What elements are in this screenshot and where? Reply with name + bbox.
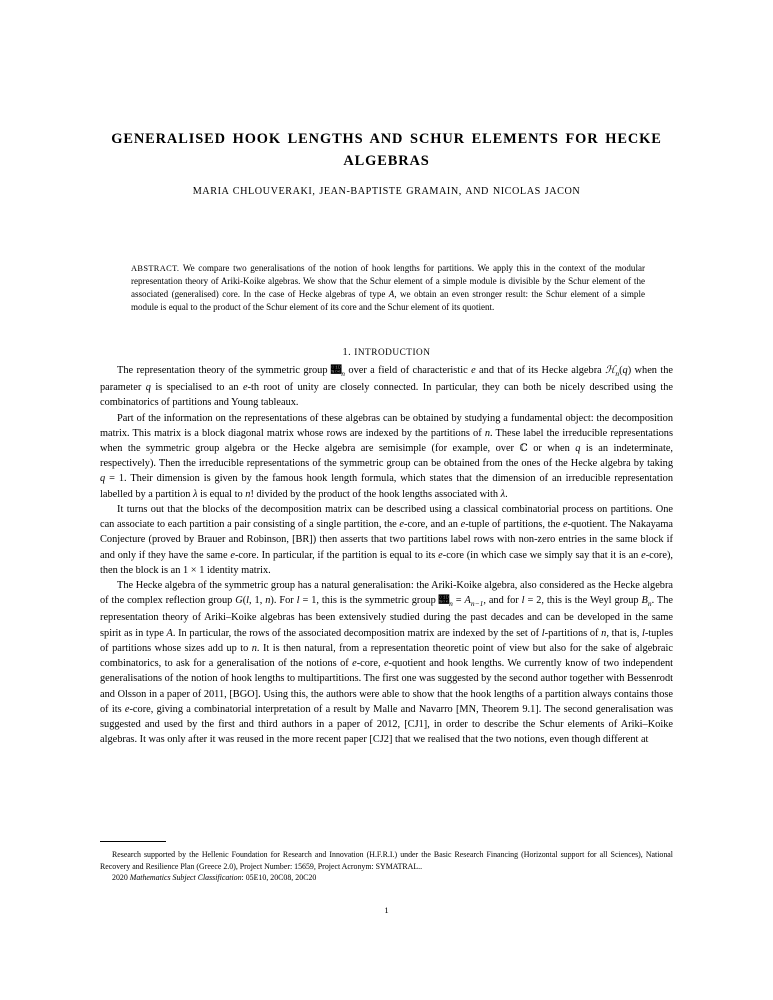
msc-label: Mathematics Subject Classification — [129, 873, 242, 882]
abstract-block — [131, 262, 645, 315]
abstract-text: We compare two generalisations of the notion of hook lengths for partitions. We apply this in the context of the modular representation theory of Ariki-Koike algebras. We show that the Schur element of a simple module is divisible by the Schur element of the associated (generalised) core. In the case of Hecke algebras of type A, we obtain an even stronger result: the Schur element of a simple module is equal to the product of the Schur element of its core and the Schur element of its quotient. — [131, 263, 645, 313]
msc-codes: : 05E10, 20C08, 20C20 — [241, 873, 317, 882]
footnote-block — [100, 849, 673, 884]
section-number: 1. — [342, 347, 352, 358]
title-block — [100, 128, 673, 173]
msc-year: 2020 — [112, 873, 128, 882]
abstract-heading: ABSTRACT. — [131, 264, 180, 273]
paragraph-3: It turns out that the blocks of the decomposition matrix can be described using a classical combinatorial process on partitions. One can associate to each partition a pair consisting of a single partition, the e-core, and an e-tuple of partitions, the e-quotient. The Nakayama Conjecture (proved by Brauer and Robinson, [BR]) then asserts that two partitions label rows with non-zero entries in the same block if and only if they have the same e-core. In particular, if the partition is equal to its e-core (in which case we simply say that it is an e-core), then the block is an 1 × 1 identity matrix. — [100, 503, 673, 576]
page-title: GENERALISED HOOK LENGTHS AND SCHUR ELEMENTS FOR HECKE ALGEBRAS — [111, 131, 662, 170]
paragraph-4: The Hecke algebra of the symmetric group has a natural generalisation: the Ariki-Koike algebra, also considered as the Hecke algebra of the complex reflection group G(l, 1, n). For l = 1, this is the symmetric group $𝔆_n = A_{n-1}$, and for l = 2, this is the Weyl group $B_n$. The representation theory of Ariki–Koike algebras has been extensively studied during the past decades and can be developed in the same spirit as in type A. In particular, the rows of the associated decomposition matrix are indexed by the set of l-partitions of n, that is, l-tuples of partitions whose sizes add up to n. It is then natural, from a representation theoretic point of view but also for the sake of algebraic combinatorics, to ask for a generalisation of the notions of e-core, e-quotient and hook lengths. We currently know of two independent generalisations of the notion of hook lengths to multipartitions. The first one was suggested by the second author together with Bessenrodt and Olsson in a paper of 2011, [BGO]. Using this, the authors were able to show that the hook lengths of a partition always contains those of its e-core, giving a combinatorial interpretation of a result by Malle and Navarro [MN, Theorem 9.1]. The second generalisation was suggested and used by the first and third authors in a paper of 2012, [CJ1], in order to describe the Schur elements of Ariki–Koike algebras. It was only after it was reused in the more recent paper [CJ2] that we realised that the two notions, even though different at — [100, 580, 673, 746]
section-heading — [100, 347, 673, 358]
paragraph-1: The representation theory of the symmetric group $𝔆_n$ over a field of characteristic e and that of its Hecke algebra ℋ$_n$(q) when the parameter q is specialised to an e-th root of unity are closely connected. In particular, they can both be nicely described using the combinatorics of partitions and Young tableaux. — [100, 364, 674, 409]
page-number: 1 — [384, 905, 389, 915]
author-list: MARIA CHLOUVERAKI, JEAN-BAPTISTE GRAMAIN, AND NICOLAS JACON — [192, 186, 581, 197]
section-title: INTRODUCTION — [354, 348, 431, 358]
funding-note: Research supported by the Hellenic Foundation for Research and Innovation (H.F.R.I.) under the Basic Research Financing (Horizontal support for all Sciences), National Recovery and Resilience Plan (Greece 2.0), Project Number: 15659, Project Acronym: SYMATRAL.. — [100, 850, 673, 871]
body-content — [100, 363, 673, 747]
paragraph-2: Part of the information on the representations of these algebras can be obtained by studying a fundamental object: the decomposition matrix. This matrix is a block diagonal matrix whose rows are indexed by the partitions of n. These label the irreducible representations when the symmetric group algebra or the Hecke algebra are semisimple (for example, over ℂ or when q is an indeterminate, respectively). Then the irreducible representations of the symmetric group can be obtained from the ones of the Hecke algebra by taking q = 1. Their dimension is given by the famous hook length formula, which states that the dimension of an irreducible representation labelled by a partition λ is equal to n! divided by the product of the hook lengths associated with λ. — [100, 412, 673, 500]
footnote-separator — [100, 841, 166, 842]
msc-note — [100, 872, 673, 884]
